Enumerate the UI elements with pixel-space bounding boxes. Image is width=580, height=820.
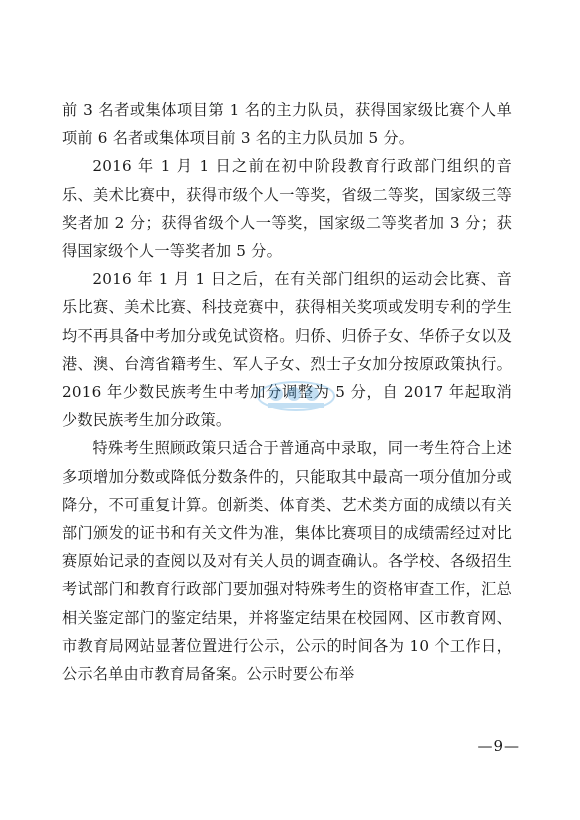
body-text: [62, 96, 512, 688]
paragraph-3: 2016 年 1 月 1 日之后，在有关部门组织的运动会比赛、音乐比赛、美术比赛、科技竞赛中，获得相关奖项或发明专利的学生均不再具备中考加分或免试资格。归侨、归侨子女、华侨子女以及港、澳、台湾省籍考生、军人子女、烈士子女加分按原政策执行。2016 年少数民族考生中考加分调整为 5 分，自 2017 年起取消少数民族考生加分政策。: [62, 270, 512, 430]
page-number: —9—: [477, 737, 520, 755]
paragraph-2: 2016 年 1 月 1 日之前在初中阶段教育行政部门组织的音乐、美术比赛中，获得市级个人一等奖，省级二等奖，国家级三等奖者加 2 分；获得省级个人一等奖，国家级二等奖者加 3 分；获得国家级个人一等奖者加 5 分。: [62, 157, 512, 261]
paragraph-1: 前 3 名者或集体项目第 1 名的主力队员，获得国家级比赛个人单项前 6 名者或集体项目前 3 名的主力队员加 5 分。: [62, 101, 512, 148]
paragraph-4: 特殊考生照顾政策只适合于普通高中录取，同一考生符合上述多项增加分数或降低分数条件的，只能取其中最高一项分值加分或降分，不可重复计算。创新类、体育类、艺术类方面的成绩以有关部门颁发的证书和有关文件为准，集体比赛项目的成绩需经过对比赛原始记录的查阅以及对有关人员的调查确认。各学校、各级招生考试部门和教育行政部门要加强对特殊考生的资格审查工作，汇总相关鉴定部门的鉴定结果，并将鉴定结果在校园网、区市教育网、市教育局网站显著位置进行公示，公示的时间各为 10 个工作日，公示名单由市教育局备案。公示时要公布举: [62, 439, 512, 684]
